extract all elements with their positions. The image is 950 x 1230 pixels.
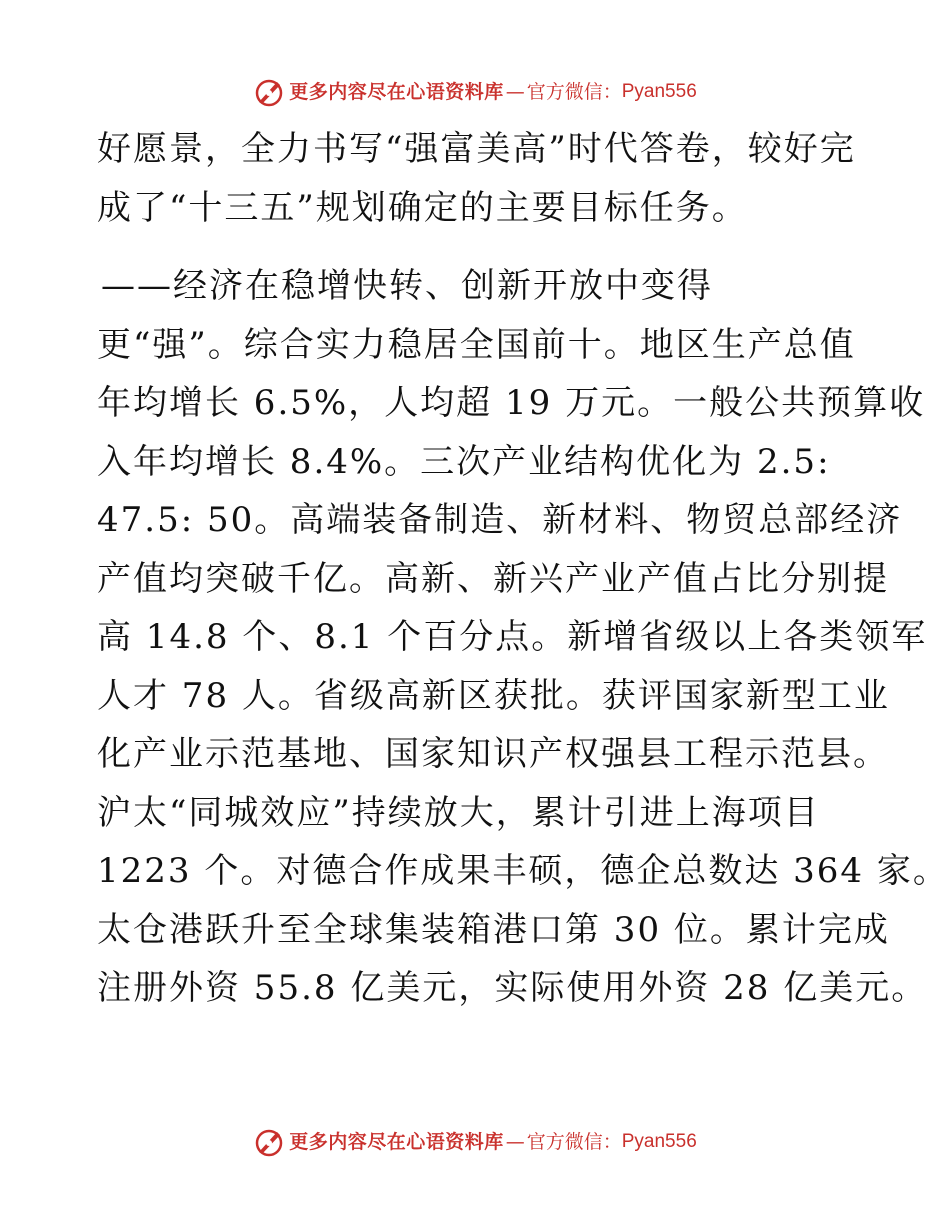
- body-line: 高 14.8 个、8.1 个百分点。新增省级以上各类领军: [97, 617, 928, 657]
- body-line: 太仓港跃升至全球集装箱港口第 30 位。累计完成: [97, 909, 890, 950]
- pen-nib-logo-icon: [253, 1126, 285, 1158]
- watermark-label: 官方微信：: [526, 81, 622, 103]
- watermark-wechat-id: Pyan556: [621, 1131, 697, 1152]
- body-line: 入年均增长 8.4%。三次产业结构优化为 2.5:: [97, 441, 831, 482]
- body-line: 年均增长 6.5%，人均超 19 万元。一般公共预算收: [97, 383, 926, 423]
- body-line: 1223 个。对德合作成果丰硕，德企总数达 364 家。: [97, 851, 949, 891]
- body-line: 47.5: 50。高端装备制造、新材料、物贸总部经济: [97, 500, 903, 540]
- watermark-dash: —: [505, 1131, 525, 1153]
- watermark-dash: —: [505, 81, 525, 103]
- header-watermark: [0, 76, 950, 108]
- section-heading-line: ——经济在稳增快转、创新开放中变得: [101, 266, 713, 306]
- pen-nib-logo-icon: [253, 76, 285, 108]
- watermark-main-text: 更多内容尽在心语资料库: [289, 1131, 504, 1153]
- body-line: 更“强”。综合实力稳居全国前十。地区生产总值: [97, 324, 856, 365]
- body-line: 化产业示范基地、国家知识产权强县工程示范县。: [97, 734, 889, 774]
- document-body: [97, 120, 949, 1018]
- body-line: 注册外资 55.8 亿美元，实际使用外资 28 亿美元。: [97, 968, 928, 1008]
- watermark-label: 官方微信：: [526, 1131, 622, 1153]
- watermark-main-text: 更多内容尽在心语资料库: [289, 81, 504, 103]
- body-line: 成了“十三五”规划确定的主要目标任务。: [97, 187, 748, 228]
- body-line: 好愿景，全力书写“强富美高”时代答卷，较好完: [97, 129, 856, 169]
- body-line: 沪太“同城效应”持续放大，累计引进上海项目: [97, 792, 820, 833]
- watermark-wechat-id: Pyan556: [621, 81, 697, 102]
- body-line: 产值均突破千亿。高新、新兴产业产值占比分别提: [97, 558, 889, 599]
- footer-watermark: [0, 1126, 950, 1158]
- body-line: 人才 78 人。省级高新区获批。获评国家新型工业: [97, 675, 890, 716]
